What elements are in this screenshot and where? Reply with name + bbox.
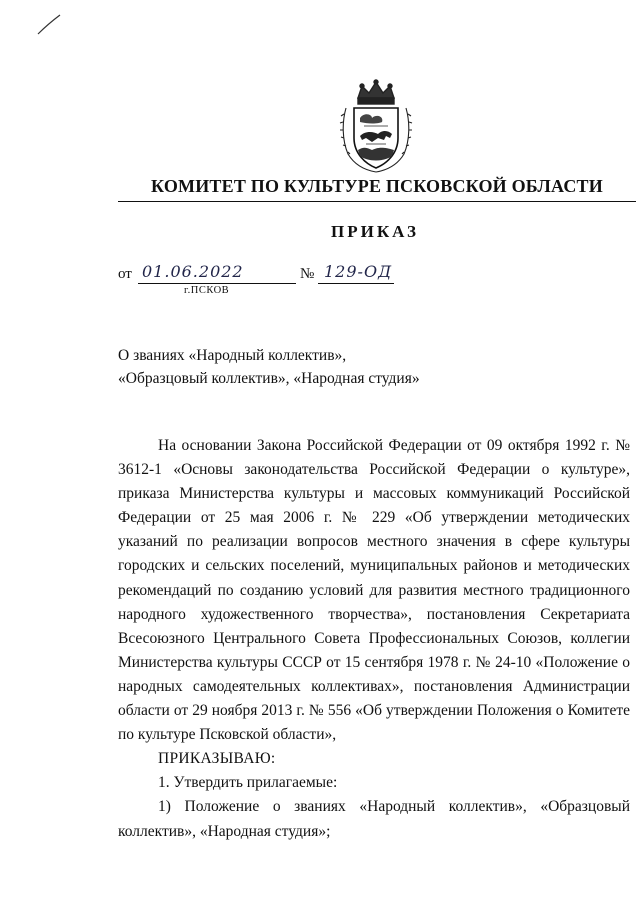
- item-1-1: 1) Положение о званиях «Народный коллектив», «Образцовый коллектив», «Народная студия»;: [118, 798, 630, 840]
- preamble-paragraph: На основании Закона Российской Федерации от 09 октября 1992 г. № 3612-1 «Основы законодательства Российской Федерации о культуре», приказа Министерства культуры и массовых коммуникаций Российской Федерации от 25 мая 2006 г. № 229 «Об утверждении методических указаний по реализации вопросов местного значения в сфере культуры городских и сельских поселений, муниципальных районов и методических рекомендаций по созданию условий для развития местного традиционного народного художественного творчества», постановления Секретариата Всесоюзного Центрального Совета Профессиональных Союзов, коллегии Министерства культуры СССР от 15 сентября 1978 г. № 24-10 «Положение о народных самодеятельных коллективах», постановления Администрации области от 29 ноября 2013 г. № 556 «Об утверждении Положения о Комитете по культуре Псковской области»,: [118, 437, 630, 744]
- number-label: №: [300, 266, 315, 282]
- organization-title: КОМИТЕТ ПО КУЛЬТУРЕ ПСКОВСКОЙ ОБЛАСТИ: [151, 176, 603, 196]
- item-1: 1. Утвердить прилагаемые:: [158, 774, 338, 792]
- document-subject: [118, 344, 420, 390]
- corner-pen-mark: [34, 10, 64, 40]
- coat-of-arms-icon: [338, 78, 414, 174]
- city-label: г.ПСКОВ: [184, 285, 230, 296]
- number-underline: [318, 283, 394, 284]
- subject-line-1: О званиях «Народный коллектив»,: [118, 347, 347, 364]
- date-underline: [138, 283, 296, 284]
- reference-line: [118, 262, 418, 286]
- order-word: ПРИКАЗЫВАЮ:: [158, 750, 276, 768]
- handwritten-number: 129-ОД: [324, 262, 393, 281]
- from-label: от: [118, 266, 132, 282]
- header-rule: [118, 201, 636, 202]
- handwritten-date: 01.06.2022: [142, 262, 244, 281]
- subject-line-2: «Образцовый коллектив», «Народная студия»: [118, 370, 420, 387]
- document-body: [118, 434, 630, 844]
- document-type-title: ПРИКАЗ: [331, 222, 419, 241]
